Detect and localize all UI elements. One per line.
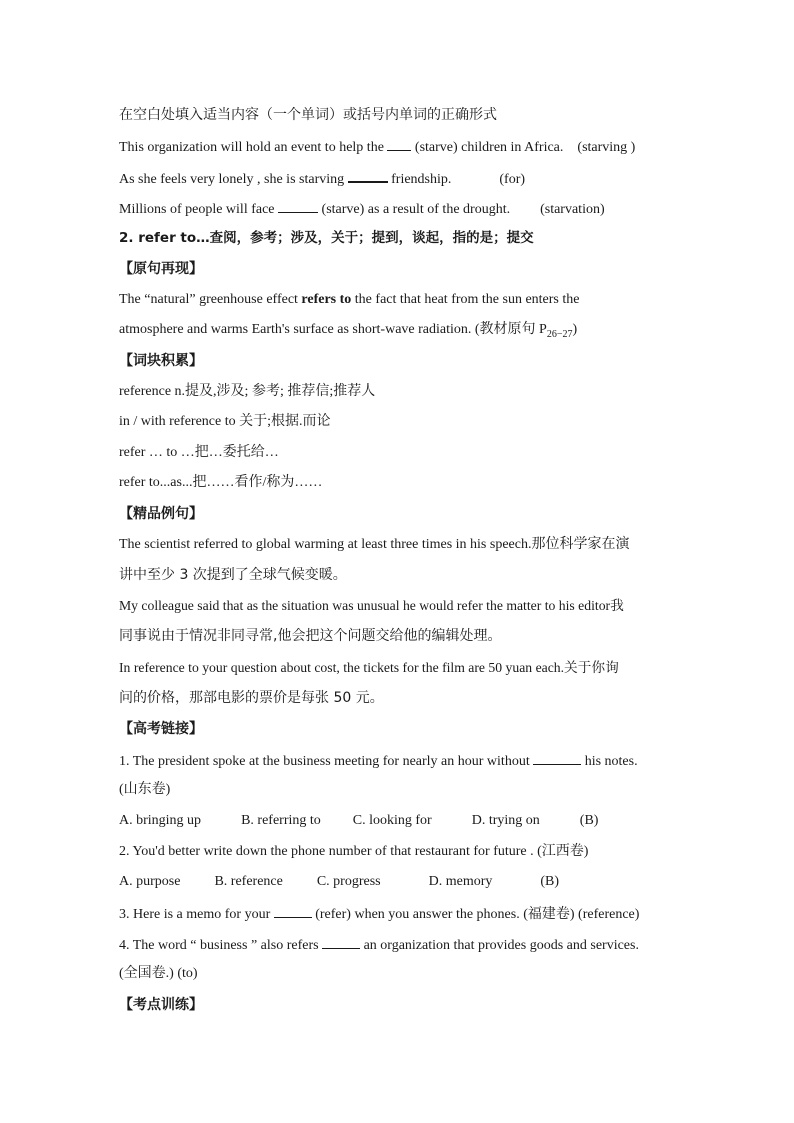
instruction: 在空白处填入适当内容（一个单词）或括号内单词的正确形式	[119, 107, 497, 123]
blank[interactable]	[274, 903, 312, 918]
answer: (B)	[540, 874, 560, 889]
question-2: 2. You'd better write down the phone number of that restaurant for future . (江西卷)	[119, 844, 589, 859]
exercise-3: Millions of people will face (starve) as a result of the drought. (starvation)	[119, 198, 709, 220]
blank[interactable]	[348, 167, 388, 183]
option-a[interactable]: A. bringing up	[119, 813, 202, 828]
blank[interactable]	[278, 198, 318, 213]
example-2-zh: 同事说由于情况非同寻常,他会把这个问题交给他的编辑处理。	[119, 628, 502, 644]
section-title-gaokao: 【高考链接】	[119, 721, 203, 737]
question-2-options	[119, 872, 709, 892]
vocab-item: refer to...as...把……看作/称为……	[119, 475, 323, 490]
question-1-source: (山东卷)	[119, 782, 171, 797]
exercise-1: This organization will hold an event to help the (starve) children in Africa. (starving )	[119, 136, 709, 158]
example-1-en: The scientist referred to global warming at least three times in his speech.那位科学家在演	[119, 537, 630, 552]
section-title-yuanju: 【原句再现】	[119, 261, 203, 277]
option-d[interactable]: D. trying on	[471, 813, 540, 828]
vocab-item: in / with reference to 关于;根据.而论	[119, 414, 331, 429]
exercise-2: As she feels very lonely , she is starving friendship. (for)	[119, 167, 709, 190]
question-1-options	[119, 811, 709, 831]
option-c[interactable]: C. progress	[316, 874, 381, 889]
vocab-item: refer … to …把…委托给…	[119, 445, 279, 460]
yuanju-line-2: atmosphere and warms Earth's surface as short-wave radiation. (教材原句 $P_{26-27}$)	[119, 322, 578, 340]
option-c[interactable]: C. looking for	[352, 813, 432, 828]
example-3-en: In reference to your question about cost, the tickets for the film are 50 yuan each.关于你询	[119, 660, 619, 675]
example-1-zh: 讲中至少 3 次提到了全球气候变暖。	[119, 567, 347, 583]
blank[interactable]	[387, 136, 411, 151]
question-4-source: (全国卷.) (to)	[119, 966, 198, 981]
example-2-en: My colleague said that as the situation was unusual he would refer the matter to his editor我	[119, 598, 624, 613]
answer: (B)	[579, 813, 599, 828]
section-title-liju: 【精品例句】	[119, 506, 203, 522]
option-b[interactable]: B. reference	[214, 874, 283, 889]
section-title-cikuai: 【词块积累】	[119, 353, 203, 369]
question-3: 3. Here is a memo for your (refer) when you answer the phones. (福建卷) (reference)	[119, 903, 709, 925]
option-a[interactable]: A. purpose	[119, 874, 181, 889]
blank[interactable]	[322, 934, 360, 949]
section-heading-refer-to: 2. refer to…查阅，参考；涉及，关于；提到，谈起，指的是；提交	[119, 230, 534, 246]
blank[interactable]	[533, 750, 581, 765]
option-d[interactable]: D. memory	[428, 874, 493, 889]
section-title-kaodian: 【考点训练】	[119, 997, 203, 1013]
yuanju-line-1: The “natural” greenhouse effect refers to the fact that heat from the sun enters the	[119, 292, 580, 307]
option-b[interactable]: B. referring to	[241, 813, 321, 828]
question-4: 4. The word “ business ” also refers an organization that provides goods and services.	[119, 934, 709, 956]
question-1: 1. The president spoke at the business meeting for nearly an hour without his notes.	[119, 750, 709, 772]
vocab-item: reference n.提及,涉及; 参考; 推荐信;推荐人	[119, 384, 376, 399]
example-3-zh: 问的价格，那部电影的票价是每张 50 元。	[119, 690, 384, 706]
